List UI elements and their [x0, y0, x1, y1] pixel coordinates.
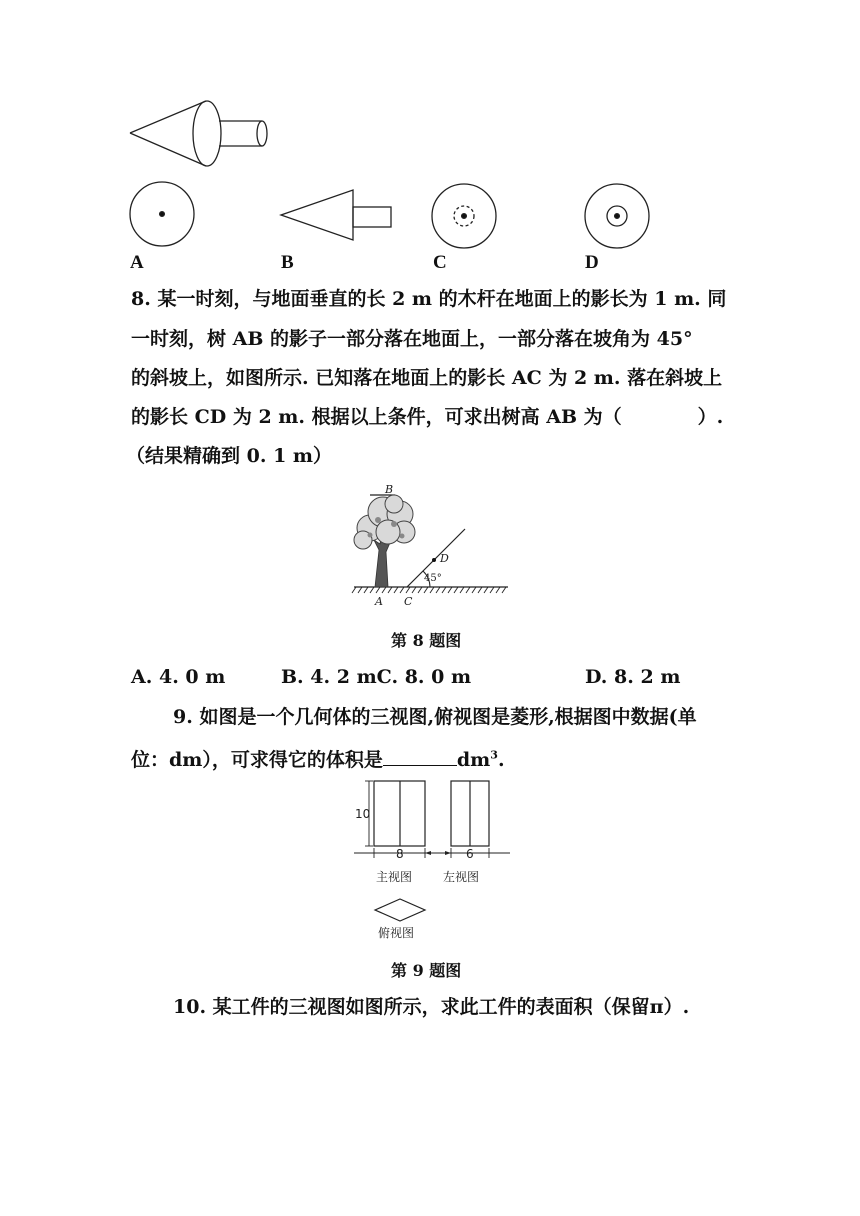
- q8-line-5: （结果精确到 0. 1 m）: [126, 445, 333, 467]
- label-b: B: [385, 483, 394, 496]
- side-view-label: 左视图: [443, 870, 480, 884]
- dim-height: 10: [355, 807, 371, 821]
- q8-line-3: 的斜坡上，如图所示. 已知落在地面上的影长 AC 为 2 m. 落在斜坡上: [131, 367, 723, 389]
- q10-text: 10. 某工件的三视图如图所示，求此工件的表面积（保留π）.: [173, 996, 690, 1018]
- q8-line-2: 一时刻，树 AB 的影子一部分落在地面上，一部分落在坡角为 45°: [131, 328, 693, 350]
- q9-unit-exp: 3: [490, 748, 498, 762]
- top-view-label: 俯视图: [378, 926, 415, 940]
- angle-label: 45°: [424, 573, 442, 584]
- q8-choice-d: D. 8. 2 m: [585, 666, 681, 688]
- option-a-label: A: [130, 252, 144, 273]
- q9-caption: 第 9 题图: [391, 961, 462, 980]
- option-c-label: C: [433, 252, 447, 273]
- q8-choice-a: A. 4. 0 m: [131, 666, 226, 688]
- option-c-view: [432, 184, 496, 248]
- q8-line-1: 8. 某一时刻，与地面垂直的长 2 m 的木杆在地面上的影长为 1 m. 同: [131, 288, 727, 310]
- q8-line-4: 的影长 CD 为 2 m. 根据以上条件，可求出树高 AB 为（ ）.: [131, 406, 724, 428]
- label-d: D: [440, 552, 449, 565]
- label-a: A: [375, 595, 383, 608]
- option-d-label: D: [585, 252, 599, 273]
- front-view-label: 主视图: [376, 870, 413, 884]
- q9-line-1: 9. 如图是一个几何体的三视图,俯视图是菱形,根据图中数据(单: [173, 706, 697, 728]
- q8-tree-figure: [348, 480, 548, 610]
- dim-side: 6: [466, 847, 474, 861]
- option-b-view: [281, 190, 391, 240]
- q9-unit: dm: [456, 749, 491, 771]
- cone-cylinder-solid: [130, 101, 267, 166]
- q8-choice-bc: B. 4. 2 mC. 8. 0 m: [281, 666, 472, 688]
- dim-front: 8: [396, 847, 404, 861]
- option-a-view: [130, 182, 194, 246]
- label-c: C: [404, 595, 413, 608]
- answer-blank[interactable]: [383, 747, 457, 766]
- q9-line-2-end: .: [497, 749, 505, 771]
- option-b-label: B: [281, 252, 294, 273]
- q9-three-views-figure: [350, 778, 520, 948]
- q9-line-2: [131, 747, 505, 770]
- q9-line-2-text: 位：dm），可求得它的体积是: [131, 749, 383, 771]
- q8-caption: 第 8 题图: [391, 631, 462, 650]
- option-d-view: [585, 184, 649, 248]
